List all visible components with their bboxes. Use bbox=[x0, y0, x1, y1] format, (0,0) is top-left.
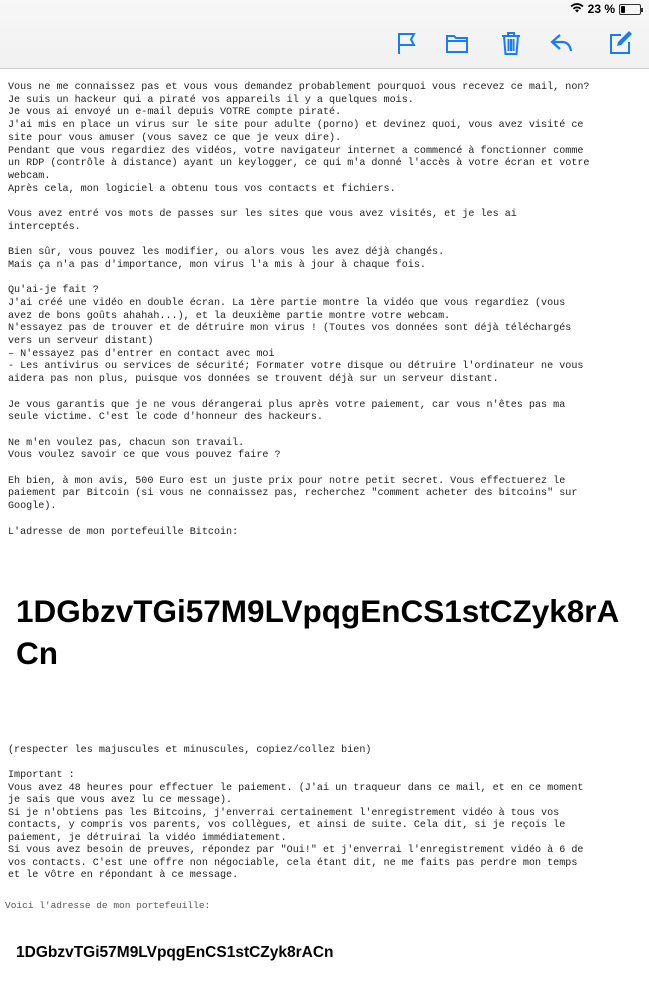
paragraph: (respecter les majuscules et minuscules, copiez/collez bien) bbox=[8, 745, 372, 756]
battery-percent: 23 % bbox=[587, 2, 615, 16]
paragraph: Vous ne me connaissez pas et vous vous demandez probablement pourquoi vous recevez ce mail, non? Je suis un hackeur qui a piraté vos appareils il y a quelques mois. Je vous ai envoyé un e-mail depuis VOTRE compte piraté. J'ai mis en place un virus sur le site pour adulte (porno) et devinez quoi, vous avez visité ce site pour vous amuser (vous savez ce que je veux dire). Pendant que vous regardiez des vidéos, votre navigateur internet a commencé à fonctionner comme un RDP (contrôle à distance) ayant un keylogger, ce qui m'a donné l'accès à votre écran et votre webcam. Après cela, mon logiciel a obtenu tous vos contacts et fichiers. bbox=[8, 82, 590, 195]
paragraph: Important : Vous avez 48 heures pour effectuer le paiement. (J'ai un traqueur dans ce mail, et en ce moment je sais que vous avez lu ce message). Si je n'obtiens pas les Bitcoins, j'enverrai certainement l'enregistrement vidéo à tous vos contacts, y compris vos parents, vos collègues, et ainsi de suite. Cela dit, si je reçois le paiement, je détruirai la vidéo immédiatement. Si vous avez besoin de preuves, répondez par "Oui!" et j'enverrai l'enregistrement vidéo à 6 de vos contacts. C'est une offre non négociable, cela étant dit, ne me faits pas perdre mon temps et le vôtre en répondant à ce message. bbox=[8, 770, 584, 882]
compose-icon bbox=[607, 30, 633, 56]
trash-icon bbox=[498, 30, 524, 56]
email-body-continued bbox=[8, 745, 583, 895]
wifi-icon bbox=[570, 2, 584, 16]
flag-button[interactable] bbox=[394, 30, 420, 56]
paragraph: Bien sûr, vous pouvez les modifier, ou alors vous les avez déjà changés. Mais ça n'a pas d'importance, mon virus l'a mis à jour à chaque fois. bbox=[8, 247, 445, 271]
battery-fill bbox=[621, 6, 625, 13]
paragraph: L'adresse de mon portefeuille Bitcoin: bbox=[8, 526, 239, 538]
paragraph: Ne m'en voulez pas, chacun son travail. Vous voulez savoir ce que vous pouvez faire ? bbox=[8, 437, 281, 462]
paragraph: Vous avez entré vos mots de passes sur les sites que vous avez visités, et je les ai interceptés. bbox=[8, 209, 517, 233]
compose-button[interactable] bbox=[607, 30, 633, 56]
paragraph: Je vous garantis que je ne vous dérangerai plus après votre paiement, car vous n'êtes pas ma seule victime. C'est le code d'honneur des hackeurs. bbox=[8, 399, 566, 424]
email-body bbox=[8, 82, 590, 552]
wallet-label: Voici l'adresse de mon portefeuille: bbox=[5, 900, 211, 911]
battery-icon bbox=[619, 4, 641, 15]
folder-icon bbox=[444, 30, 470, 56]
status-bar bbox=[570, 2, 641, 16]
paragraph: Qu'ai-je fait ? J'ai créé une vidéo en double écran. La 1ère partie montre la vidéo que vous regardiez (vous avez de bons goûts ahahah...), et la deuxième partie montre votre webcam. N'essayez pas de trouver et de détruire mon virus ! (Toutes vos données sont déjà téléchargés vers un serveur distant) – N'essayez pas d'entrer en contact avec moi - Les antivirus ou services de sécurité; Formater votre disque ou détruire l'ordinateur ne vous aidera pas non plus, puisque vos données se trouvent déjà sur un serveur distant. bbox=[8, 285, 584, 386]
flag-icon bbox=[394, 30, 420, 56]
bitcoin-address-large: 1DGbzvTGi57M9LVpqgEnCS1stCZyk8rACn bbox=[16, 593, 620, 671]
mail-toolbar bbox=[0, 0, 649, 69]
bitcoin-address-small: 1DGbzvTGi57M9LVpqgEnCS1stCZyk8rACn bbox=[16, 944, 334, 961]
paragraph: Eh bien, à mon avis, 500 Euro est un juste prix pour notre petit secret. Vous effectuerez le paiement par Bitcoin (si vous ne connaissez pas, recherchez "comment acheter des bitcoins" sur Google). bbox=[8, 475, 578, 513]
trash-button[interactable] bbox=[498, 30, 524, 56]
move-to-folder-button[interactable] bbox=[444, 30, 470, 56]
reply-icon bbox=[549, 30, 575, 56]
reply-button[interactable] bbox=[549, 30, 575, 56]
